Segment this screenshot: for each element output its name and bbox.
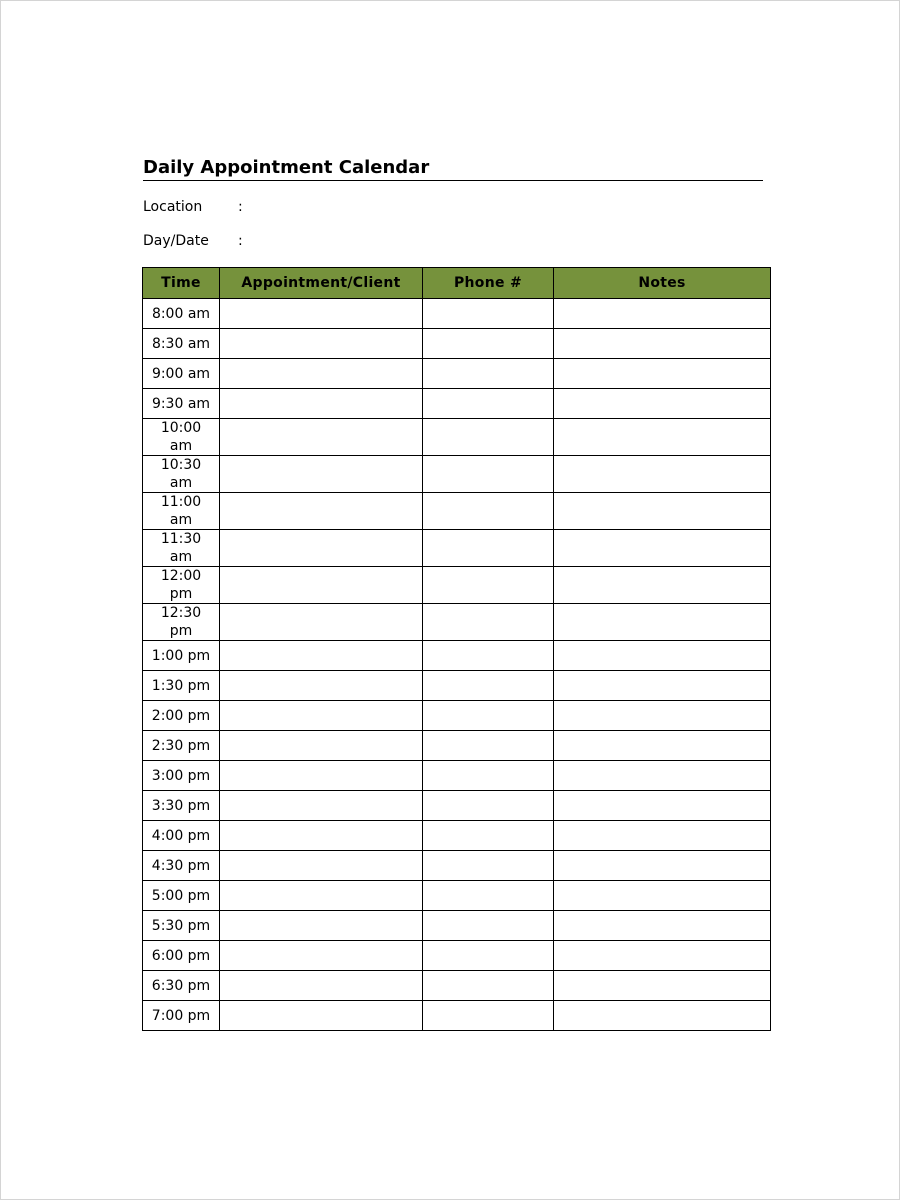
notes-cell[interactable]: [554, 419, 771, 456]
notes-cell[interactable]: [554, 761, 771, 791]
table-row: [143, 299, 771, 329]
table-row: [143, 671, 771, 701]
time-label: 10:30 am: [160, 457, 202, 491]
page-title: Daily Appointment Calendar: [143, 156, 763, 181]
time-label: 4:30 pm: [151, 857, 211, 874]
table-row: [143, 419, 771, 456]
time-label: 11:30 am: [160, 531, 202, 565]
time-cell: [143, 971, 220, 1001]
table-row: [143, 851, 771, 881]
table-row: [143, 971, 771, 1001]
phone-cell[interactable]: [423, 851, 554, 881]
appointment-table: [142, 267, 771, 1031]
time-label: 5:00 pm: [151, 887, 211, 904]
notes-cell[interactable]: [554, 567, 771, 604]
table-row: [143, 761, 771, 791]
table-row: [143, 493, 771, 530]
appointment-client-cell[interactable]: [220, 971, 423, 1001]
time-cell: [143, 821, 220, 851]
phone-cell[interactable]: [423, 567, 554, 604]
appointment-client-cell[interactable]: [220, 389, 423, 419]
notes-cell[interactable]: [554, 821, 771, 851]
time-cell: [143, 761, 220, 791]
appointment-client-cell[interactable]: [220, 851, 423, 881]
table-row: [143, 941, 771, 971]
time-label: 4:00 pm: [151, 827, 211, 844]
time-label: 3:30 pm: [151, 797, 211, 814]
time-cell: [143, 389, 220, 419]
time-cell: [143, 641, 220, 671]
appointment-client-cell[interactable]: [220, 329, 423, 359]
phone-cell[interactable]: [423, 731, 554, 761]
time-cell: [143, 329, 220, 359]
notes-cell[interactable]: [554, 530, 771, 567]
notes-cell[interactable]: [554, 641, 771, 671]
phone-cell[interactable]: [423, 941, 554, 971]
day-date-separator: :: [238, 233, 243, 249]
notes-cell[interactable]: [554, 731, 771, 761]
time-cell: [143, 881, 220, 911]
time-cell: [143, 941, 220, 971]
column-header-phone: Phone #: [423, 268, 554, 299]
time-cell: [143, 791, 220, 821]
time-label: 9:00 am: [151, 365, 211, 382]
notes-cell[interactable]: [554, 791, 771, 821]
column-header-notes: Notes: [554, 268, 771, 299]
phone-cell[interactable]: [423, 791, 554, 821]
time-cell: [143, 1001, 220, 1031]
appointment-client-cell[interactable]: [220, 701, 423, 731]
time-cell: [143, 567, 220, 604]
table-row: [143, 456, 771, 493]
appointment-client-cell[interactable]: [220, 419, 423, 456]
time-label: 9:30 am: [151, 395, 211, 412]
table-row: [143, 530, 771, 567]
notes-cell[interactable]: [554, 851, 771, 881]
appointment-client-cell[interactable]: [220, 941, 423, 971]
phone-cell[interactable]: [423, 1001, 554, 1031]
appointment-client-cell[interactable]: [220, 530, 423, 567]
phone-cell[interactable]: [423, 299, 554, 329]
location-label: Location: [143, 199, 203, 215]
appointment-client-cell[interactable]: [220, 359, 423, 389]
phone-cell[interactable]: [423, 359, 554, 389]
time-label: 8:30 am: [151, 335, 211, 352]
time-cell: [143, 701, 220, 731]
time-cell: [143, 419, 220, 456]
phone-cell[interactable]: [423, 971, 554, 1001]
table-row: [143, 389, 771, 419]
phone-cell[interactable]: [423, 604, 554, 641]
phone-cell[interactable]: [423, 493, 554, 530]
phone-cell[interactable]: [423, 911, 554, 941]
table-row: [143, 881, 771, 911]
time-label: 1:00 pm: [151, 647, 211, 664]
time-cell: [143, 911, 220, 941]
appointment-client-cell[interactable]: [220, 604, 423, 641]
time-label: 6:00 pm: [151, 947, 211, 964]
notes-cell[interactable]: [554, 493, 771, 530]
time-label: 3:00 pm: [151, 767, 211, 784]
phone-cell[interactable]: [423, 456, 554, 493]
appointment-client-cell[interactable]: [220, 456, 423, 493]
notes-cell[interactable]: [554, 881, 771, 911]
time-label: 10:00 am: [160, 420, 202, 454]
time-label: 8:00 am: [151, 305, 211, 322]
appointment-client-cell[interactable]: [220, 299, 423, 329]
appointment-client-cell[interactable]: [220, 881, 423, 911]
time-cell: [143, 456, 220, 493]
table-row: [143, 1001, 771, 1031]
phone-cell[interactable]: [423, 389, 554, 419]
appointment-client-cell[interactable]: [220, 731, 423, 761]
notes-cell[interactable]: [554, 911, 771, 941]
column-header-time: Time: [143, 268, 220, 299]
notes-cell[interactable]: [554, 941, 771, 971]
time-cell: [143, 530, 220, 567]
time-cell: [143, 671, 220, 701]
table-row: [143, 821, 771, 851]
time-cell: [143, 299, 220, 329]
appointment-client-cell[interactable]: [220, 641, 423, 671]
notes-cell[interactable]: [554, 1001, 771, 1031]
notes-cell[interactable]: [554, 671, 771, 701]
appointment-client-cell[interactable]: [220, 791, 423, 821]
notes-cell[interactable]: [554, 456, 771, 493]
notes-cell[interactable]: [554, 329, 771, 359]
table-row: [143, 701, 771, 731]
table-row: [143, 604, 771, 641]
time-cell: [143, 851, 220, 881]
phone-cell[interactable]: [423, 701, 554, 731]
table-body: [143, 299, 771, 1031]
notes-cell[interactable]: [554, 359, 771, 389]
table-row: [143, 911, 771, 941]
table-row: [143, 359, 771, 389]
phone-cell[interactable]: [423, 821, 554, 851]
notes-cell[interactable]: [554, 299, 771, 329]
appointment-client-cell[interactable]: [220, 821, 423, 851]
notes-cell[interactable]: [554, 701, 771, 731]
phone-cell[interactable]: [423, 329, 554, 359]
time-cell: [143, 604, 220, 641]
column-header-appointment-client: Appointment/Client: [220, 268, 423, 299]
phone-cell[interactable]: [423, 530, 554, 567]
time-label: 12:30 pm: [160, 605, 202, 639]
phone-cell[interactable]: [423, 761, 554, 791]
appointment-client-cell[interactable]: [220, 671, 423, 701]
time-cell: [143, 359, 220, 389]
day-date-label: Day/Date: [143, 233, 209, 249]
phone-cell[interactable]: [423, 641, 554, 671]
table-row: [143, 641, 771, 671]
notes-cell[interactable]: [554, 389, 771, 419]
time-label: 12:00 pm: [160, 568, 202, 602]
appointment-client-cell[interactable]: [220, 911, 423, 941]
appointment-client-cell[interactable]: [220, 493, 423, 530]
table-row: [143, 731, 771, 761]
time-label: 5:30 pm: [151, 917, 211, 934]
time-label: 2:30 pm: [151, 737, 211, 754]
appointment-client-cell[interactable]: [220, 1001, 423, 1031]
time-label: 1:30 pm: [151, 677, 211, 694]
phone-cell[interactable]: [423, 671, 554, 701]
phone-cell[interactable]: [423, 419, 554, 456]
phone-cell[interactable]: [423, 881, 554, 911]
notes-cell[interactable]: [554, 604, 771, 641]
appointment-client-cell[interactable]: [220, 761, 423, 791]
time-label: 2:00 pm: [151, 707, 211, 724]
time-label: 6:30 pm: [151, 977, 211, 994]
table-row: [143, 567, 771, 604]
time-cell: [143, 731, 220, 761]
time-cell: [143, 493, 220, 530]
appointment-client-cell[interactable]: [220, 567, 423, 604]
table-header-row: [143, 268, 771, 299]
table-row: [143, 791, 771, 821]
time-label: 11:00 am: [160, 494, 202, 528]
notes-cell[interactable]: [554, 971, 771, 1001]
time-label: 7:00 pm: [151, 1007, 211, 1024]
location-separator: :: [238, 199, 243, 215]
table-row: [143, 329, 771, 359]
